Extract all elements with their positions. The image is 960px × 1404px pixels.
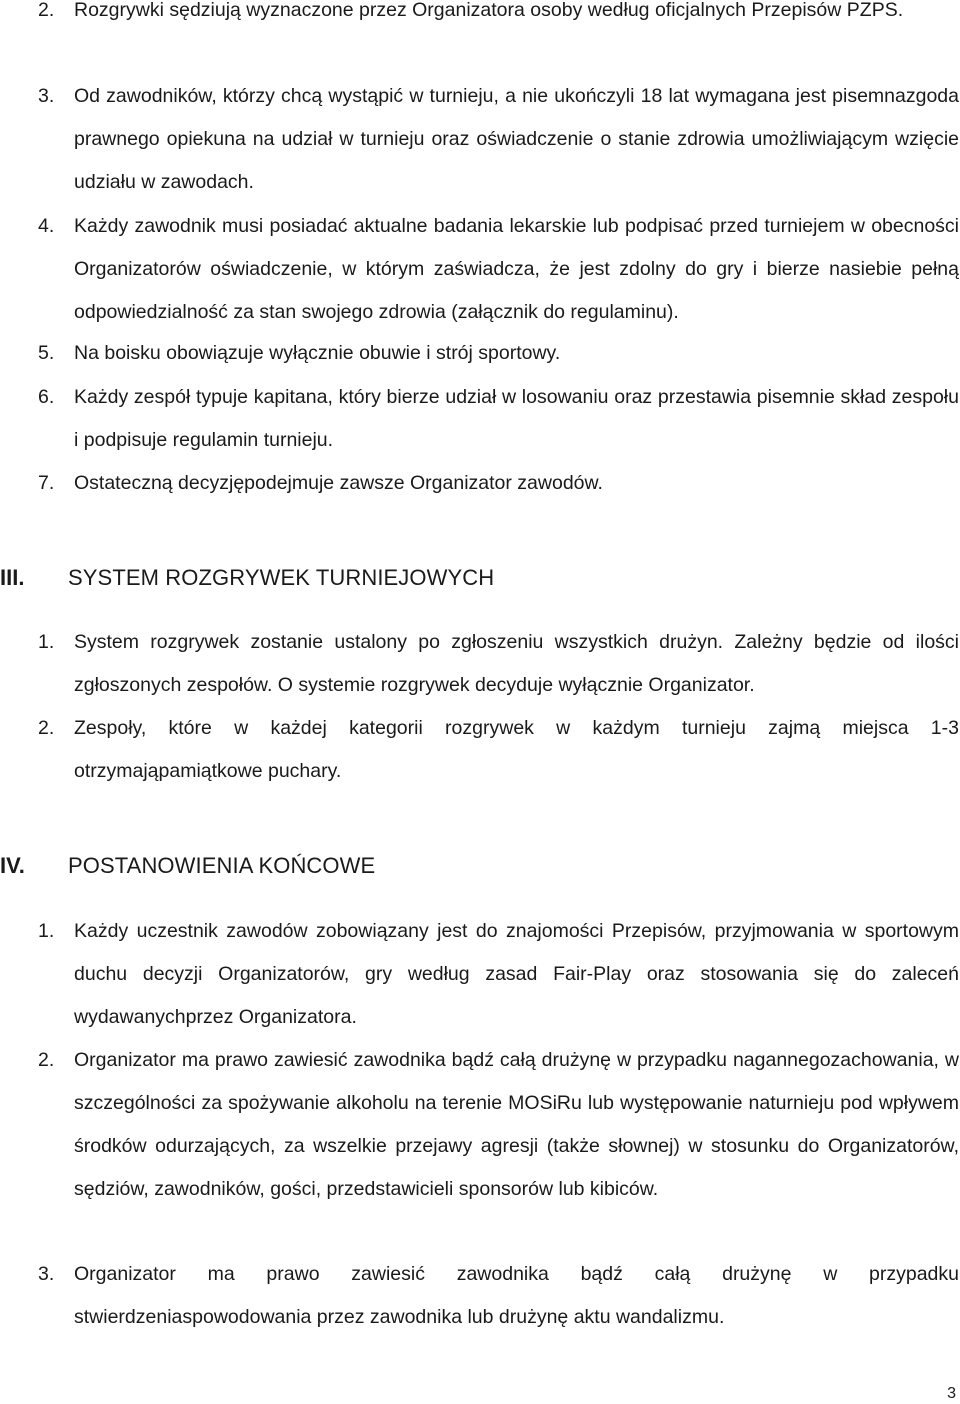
item-text: Ostateczną decyzjępodejmuje zawsze Organizator zawodów.	[74, 472, 603, 494]
item-number: 2.	[38, 1049, 55, 1071]
item-number: 6.	[38, 386, 55, 408]
item-text: Każdy uczestnik zawodów zobowiązany jest do znajomości Przepisów, przyjmowania w sportowym duchu decyzji Organizatorów, gry według zasad Fair-Play oraz stosowania się do zaleceń wydawanychprzez Organizatora.	[74, 920, 959, 1028]
item-text: Organizator ma prawo zawiesić zawodnika bądź całą drużynę w przypadku stwierdzeniaspowodowania przez zawodnika lub drużynę aktu wandalizmu.	[74, 1263, 959, 1328]
item-text: System rozgrywek zostanie ustalony po zgłoszeniu wszystkich drużyn. Zależny będzie od ilości zgłoszonych zespołów. O systemie rozgrywek decyduje wyłącznie Organizator.	[74, 631, 959, 696]
item-number: 7.	[38, 472, 55, 494]
item-text: Każdy zespół typuje kapitana, który bierze udział w losowaniu oraz przestawia pisemnie skład zespołu i podpisuje regulamin turnieju.	[74, 386, 959, 451]
section-number: IV.	[0, 853, 25, 878]
section-title: SYSTEM ROZGRYWEK TURNIEJOWYCH	[68, 565, 495, 590]
item-text: Od zawodników, którzy chcą wystąpić w turnieju, a nie ukończyli 18 lat wymagana jest pisemnazgoda prawnego opiekuna na udział w turnieju oraz oświadczenie o stanie zdrowia umożliwiającym wzięcie udziału w zawodach.	[74, 85, 959, 193]
item-number: 4.	[38, 215, 55, 237]
item-text: Każdy zawodnik musi posiadać aktualne badania lekarskie lub podpisać przed turniejem w obecności Organizatorów oświadczenie, w którym zaświadcza, że jest zdolny do gry i bierze nasiebie pełną odpowiedzialność za stan swojego zdrowia (załącznik do regulaminu).	[74, 215, 959, 323]
item-text: Zespoły, które w każdej kategorii rozgrywek w każdym turnieju zajmą miejsca 1-3 otrzymająpamiątkowe puchary.	[74, 717, 959, 782]
item-number: 2.	[38, 0, 55, 21]
item-number: 1.	[38, 920, 55, 942]
item-text: Na boisku obowiązuje wyłącznie obuwie i strój sportowy.	[74, 342, 561, 364]
item-number: 2.	[38, 717, 55, 739]
item-number: 5.	[38, 342, 55, 364]
section-number: III.	[0, 565, 25, 590]
item-text: Organizator ma prawo zawiesić zawodnika bądź całą drużynę w przypadku nagannegozachowania, w szczególności za spożywanie alkoholu na terenie MOSiRu lub występowanie naturnieju pod wpływem środków odurzających, za wszelkie przejawy agresji (także słownej) w stosunku do Organizatorów, sędziów, zawodników, gości, przedstawicieli sponsorów lub kibiców.	[74, 1049, 959, 1200]
item-number: 3.	[38, 85, 55, 107]
page-number: 3	[947, 1385, 956, 1402]
item-number: 1.	[38, 631, 55, 653]
item-text: Rozgrywki sędziują wyznaczone przez Organizatora osoby według oficjalnych Przepisów PZPS.	[74, 0, 904, 21]
item-number: 3.	[38, 1263, 55, 1285]
section-title: POSTANOWIENIA KOŃCOWE	[68, 853, 376, 878]
